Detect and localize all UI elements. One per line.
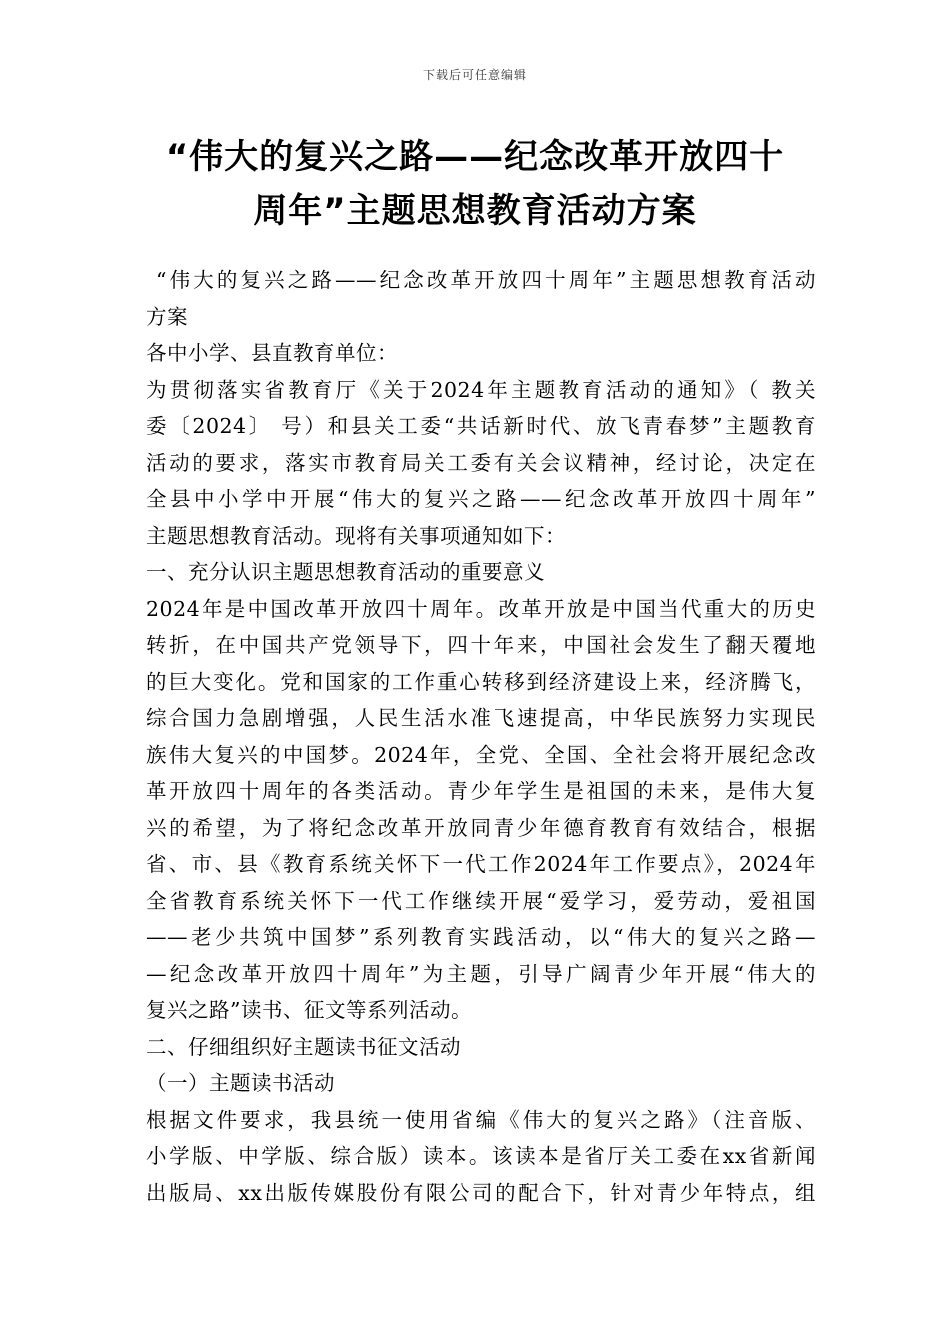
document-body [146,262,816,1211]
body-line: 为贯彻落实省教育厅《关于2024年主题教育活动的通知》（ 教关 [146,377,816,402]
body-line: ——老少共筑中国梦”系列教育实践活动，以“伟大的复兴之路— [146,925,816,949]
body-line: “伟大的复兴之路——纪念改革开放四十周年”主题思想教育活动 [156,268,816,292]
body-line: 转折，在中国共产党领导下，四十年来，中国社会发生了翻天覆地 [146,633,816,657]
body-line: 委〔2024〕 号）和县关工委“共话新时代、放飞青春梦”主题教育 [146,414,816,438]
document-title [140,130,810,238]
body-line: 2024年是中国改革开放四十周年。改革开放是中国当代重大的历史 [146,596,816,621]
body-line: 省、市、县《教育系统关怀下一代工作2024年工作要点》，2024年 [146,852,816,876]
body-line: 的巨大变化。党和国家的工作重心转移到经济建设上来，经济腾飞， [146,669,816,694]
body-line: 活动的要求，落实市教育局关工委有关会议精神，经讨论，决定在 [146,450,816,475]
body-line: 二、仔细组织好主题读书征文活动 [146,1034,461,1059]
body-line: 族伟大复兴的中国梦。2024年，全党、全国、全社会将开展纪念改 [146,742,816,767]
header-note: 下载后可任意编辑 [422,68,527,82]
body-line: 全县中小学中开展“伟大的复兴之路——纪念改革开放四十周年” [146,487,816,511]
body-line: 全省教育系统关怀下一代工作继续开展“爱学习，爱劳动，爱祖国 [146,888,816,913]
body-line: 一、充分认识主题思想教育活动的重要意义 [146,560,545,584]
body-line: 根据文件要求，我县统一使用省编《伟大的复兴之路》（注音版、 [146,1107,816,1132]
body-line: —纪念改革开放四十周年”为主题，引导广阔青少年开展“伟大的 [146,961,816,986]
body-line: 各中小学、县直教育单位： [146,341,398,365]
body-line: 小学版、中学版、综合版）读本。该读本是省厅关工委在xx省新闻 [146,1144,816,1168]
body-line: 兴的希望，为了将纪念改革开放同青少年德育教育有效结合，根据 [146,815,816,840]
body-line: 复兴之路”读书、征文等系列活动。 [146,998,472,1022]
title-line: 周年”主题思想教育活动方案 [253,191,697,231]
title-line: “伟大的复兴之路——纪念改革开放四十 [165,137,785,177]
body-line: 主题思想教育活动。现将有关事项通知如下： [146,523,566,548]
body-line: 综合国力急剧增强，人民生活水准飞速提高，中华民族努力实现民 [146,706,816,730]
body-line: 出版局、xx出版传媒股份有限公司的配合下，针对青少年特点，组 [146,1180,816,1205]
body-line: 革开放四十周年的各类活动。青少年学生是祖国的未来，是伟大复 [146,779,816,803]
body-line: （一）主题读书活动 [146,1071,335,1095]
body-line: 方案 [146,304,188,329]
